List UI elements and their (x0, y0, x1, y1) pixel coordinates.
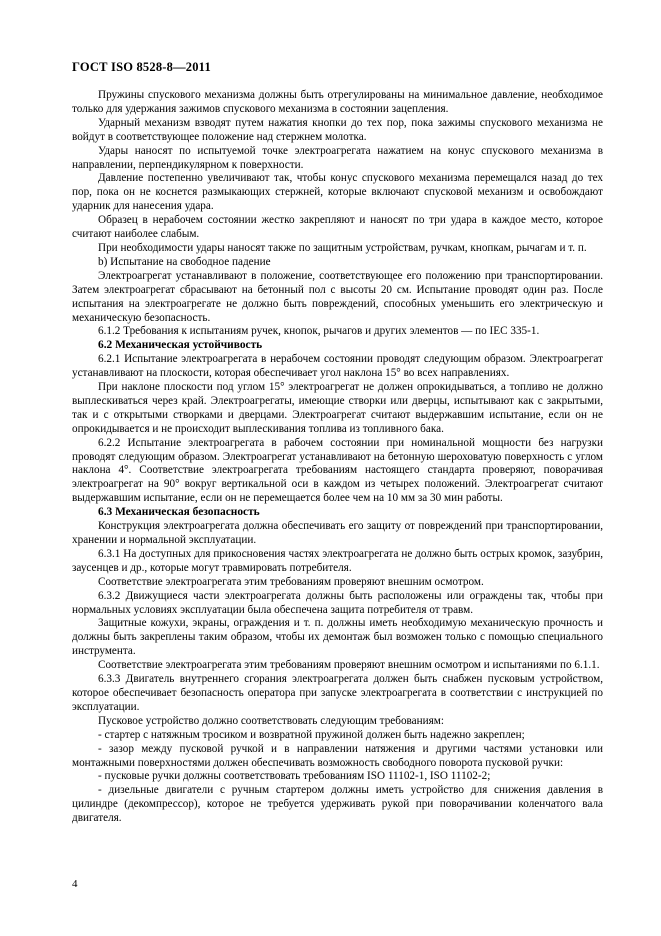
paragraph: При необходимости удары наносят также по защитным устройствам, ручкам, кнопкам, рычагам и т. п. (98, 241, 587, 254)
paragraph: Пружины спускового механизма должны быть отрегулированы на минимальное давление, необходимое только для удержания зажимов спускового механизма в состоянии зацепления. (72, 89, 603, 115)
document-body (72, 89, 603, 826)
paragraph: Защитные кожухи, экраны, ограждения и т. п. должны иметь необходимую механическую прочность и должны быть закреплены таким образом, чтобы их демонтаж был возможен только с помощью специального инструмента. (72, 617, 603, 658)
paragraph: Образец в нерабочем состоянии жестко закрепляют и наносят по три удара в каждое место, которое считают наиболее слабым. (72, 214, 603, 241)
paragraph: Удары наносят по испытуемой точке электроагрегата нажатием на конус спускового механизма в направлении, перпендикулярном к поверхности. (72, 144, 603, 171)
paragraph: Пусковое устройство должно соответствовать следующим требованиям: (98, 714, 444, 727)
paragraph: Соответствие электроагрегата этим требованиям проверяют внешним осмотром и испытаниями по 6.1.1. (98, 659, 600, 672)
paragraph: 6.3.1 На доступных для прикосновения частях электроагрегата не должно быть острых кромок, зазубрин, заусенцев и др., которые могут травмировать потребителя. (72, 547, 603, 574)
paragraph: Соответствие электроагрегата этим требованиям проверяют внешним осмотром. (98, 575, 484, 588)
paragraph: 6.3.3 Двигатель внутреннего сгорания электроагрегата должен быть снабжен пусковым устройством, которое обеспечивает безопасность оператора при запуске электроагрегата в соответствии с инструкцией по эксплуатации. (72, 673, 603, 713)
section-heading-6-3: 6.3 Механическая безопасность (98, 506, 260, 519)
paragraph: 6.2.1 Испытание электроагрегата в нерабочем состоянии проводят следующим образом. Электроагрегат устанавливают на плоскости, которая обеспечивает угол наклона 15° во всех направлениях. (72, 353, 603, 380)
paragraph: b) Испытание на свободное падение (98, 255, 271, 268)
paragraph: Ударный механизм взводят путем нажатия кнопки до тех пор, пока зажимы спускового механизма не войдут в соответствующее положение над стержнем молотка. (72, 116, 603, 143)
paragraph: Давление постепенно увеличивают так, чтобы конус спускового механизма перемещался назад до тех пор, пока он не коснется размыкающих стержней, которые включают спусковой механизм и освобождают ударник для нанесения удара. (72, 172, 603, 213)
page-number: 4 (72, 878, 78, 890)
list-item: - пусковые ручки должны соответствовать требованиям ISO 11102-1, ISO 11102-2; (98, 770, 491, 783)
list-item: - стартер с натяжным тросиком и возвратной пружиной должен быть надежно закреплен; (98, 728, 525, 741)
page-header: ГОСТ ISO 8528-8—2011 (72, 60, 211, 74)
paragraph: При наклоне плоскости под углом 15° электроагрегат не должен опрокидываться, а топливо не должно выплескиваться через край. Электроагрегаты, имеющие створки или дверцы, испытывают как с закрытыми, так и с открытыми створками и дверцами. Электроагрегат считают выдержавшим испытание, если он не опрокидывается и не происходит выплескивания топлива из топливного бака. (72, 381, 603, 435)
list-item: - зазор между пусковой ручкой и в направлении натяжения и другими частями установки или монтажными поверхностями должен обеспечивать возможность свободного поворота пусковой ручки: (72, 742, 603, 769)
section-heading-6-2: 6.2 Механическая устойчивость (98, 339, 263, 352)
paragraph: Электроагрегат устанавливают в положение, соответствующее его положению при транспортировании. Затем электроагрегат сбрасывают на бетонный пол с высоты 20 см. Испытание проводят один раз. После испытания на электроагрегате не должно быть повреждений, способных уменьшить его электрическую и механическую безопасность. (72, 269, 603, 324)
paragraph: Конструкция электроагрегата должна обеспечивать его защиту от повреждений при транспортировании, хранении и нормальной эксплуатации. (72, 520, 603, 546)
paragraph: 6.2.2 Испытание электроагрегата в рабочем состоянии при номинальной мощности без нагрузки проводят следующим образом. Электроагрегат устанавливают на бетонную шероховатую поверхность с углом наклона 4°. Соответствие электроагрегата требованиям настоящего стандарта проверяют, поворачивая электроагрегат на 90° вокруг вертикальной оси в каждом из четырех положений. Электроагрегат считают выдержавшим испытание, если он не перемещается более чем на 10 мм за 30 мин работы. (72, 436, 603, 505)
paragraph: 6.1.2 Требования к испытаниям ручек, кнопок, рычагов и других элементов — по IEC 335-1. (98, 325, 540, 338)
paragraph: 6.3.2 Движущиеся части электроагрегата должны быть расположены или ограждены так, чтобы при нормальных условиях эксплуатации была обеспечена защита потребителя от травм. (72, 589, 603, 616)
list-item: - дизельные двигатели с ручным стартером должны иметь устройство для снижения давления в цилиндре (декомпрессор), которое не требуется удерживать рукой при поворачивании коленчатого вала двигателя. (72, 784, 603, 825)
